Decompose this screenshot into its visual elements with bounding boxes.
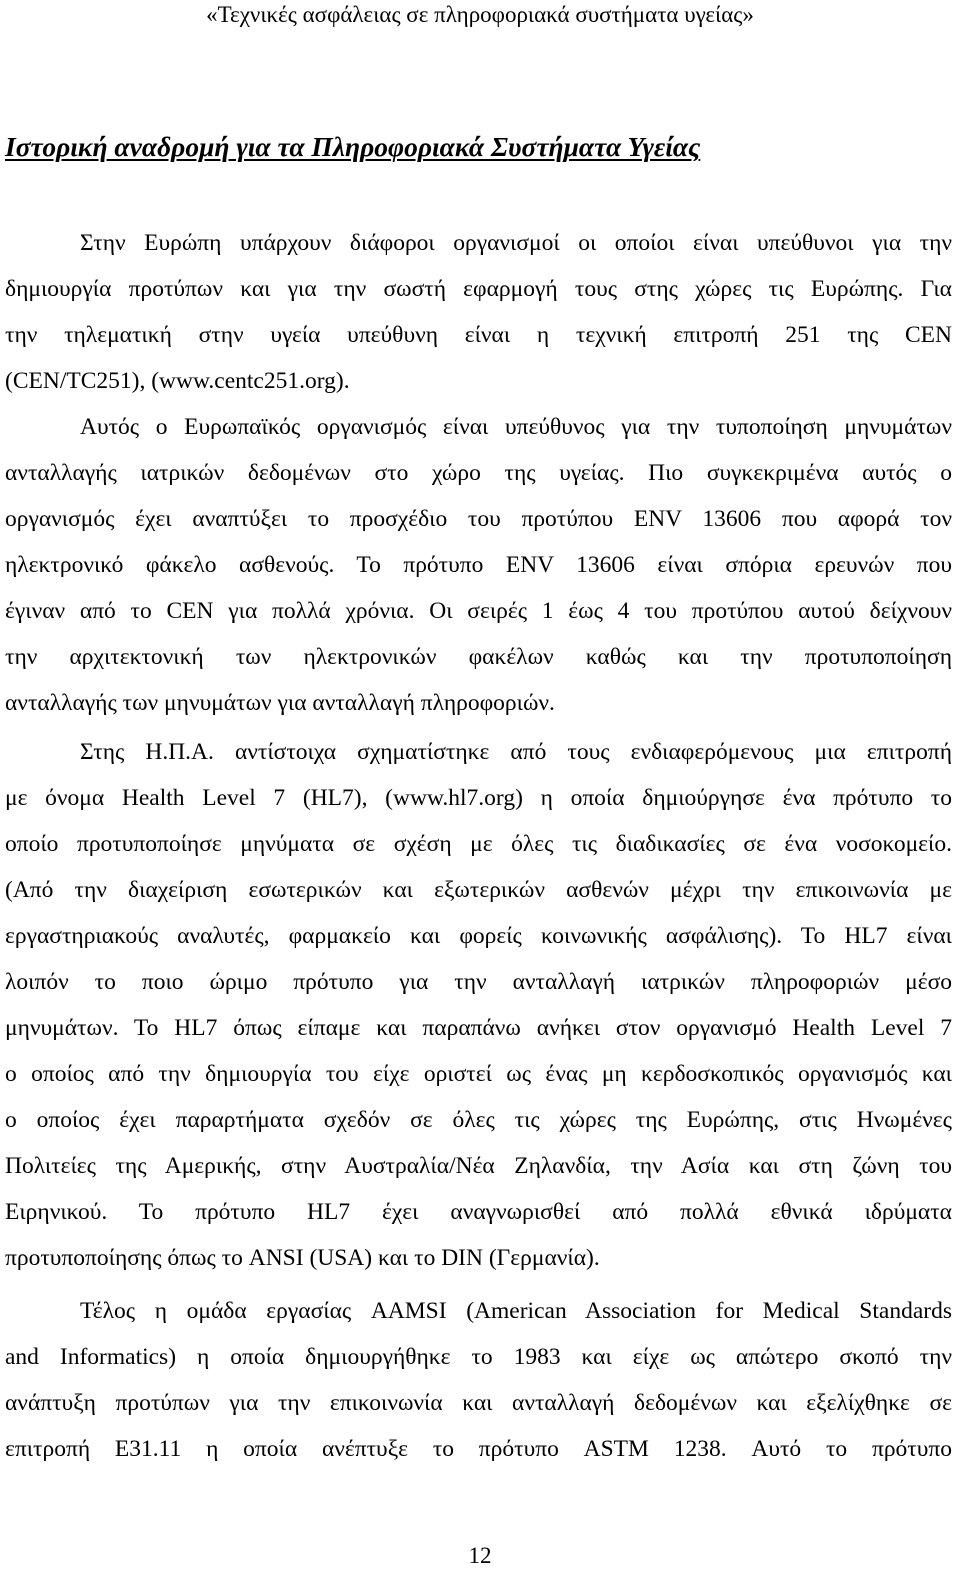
text-line: ανάπτυξη προτύπων για την επικοινωνία και ανταλλαγή δεδομένων και εξελίχθηκε σε [5, 1390, 952, 1416]
paragraph [5, 729, 952, 1281]
text-line: επιτροπή E31.11 η οποία ανέπτυξε το πρότυπο ASTM 1238. Αυτό το πρότυπο [5, 1436, 952, 1462]
text-line: λοιπόν το ποιο ώριμο πρότυπο για την ανταλλαγή ιατρικών πληροφοριών μέσο [5, 969, 952, 995]
text-line: την τηλεματική στην υγεία υπεύθυνη είναι η τεχνική επιτροπή 251 της CEN [5, 322, 952, 348]
text-line: Τέλος η ομάδα εργασίας AAMSI (American Association for Medical Standards [80, 1298, 952, 1324]
text-line: Στης Η.Π.Α. αντίστοιχα σχηματίστηκε από τους ενδιαφερόμενους μια επιτροπή [80, 739, 952, 765]
text-line: οργανισμός έχει αναπτύξει το προσχέδιο του προτύπου ENV 13606 που αφορά τον [5, 506, 952, 532]
text-line: ηλεκτρονικό φάκελο ασθενούς. Το πρότυπο ENV 13606 είναι σπόρια ερευνών που [5, 552, 952, 578]
text-line: προτυποποίησης όπως το ANSI (USA) και το DIN (Γερμανία). [5, 1245, 600, 1271]
text-line: ο οποίος έχει παραρτήματα σχεδόν σε όλες τις χώρες της Ευρώπης, στις Ηνωμένες [5, 1107, 952, 1133]
page-number: 12 [468, 1543, 492, 1568]
text-line: Πολιτείες της Αμερικής, στην Αυστραλία/Νέα Ζηλανδία, την Ασία και στη ζώνη του [5, 1153, 952, 1179]
text-line: Ειρηνικού. Το πρότυπο HL7 έχει αναγνωρισθεί από πολλά εθνικά ιδρύματα [5, 1199, 952, 1225]
document-body [5, 220, 952, 1472]
text-line: Αυτός ο Ευρωπαϊκός οργανισμός είναι υπεύθυνος για την τυποποίηση μηνυμάτων [80, 414, 952, 440]
text-line: ανταλλαγής ιατρικών δεδομένων στο χώρο της υγείας. Πιο συγκεκριμένα αυτός ο [5, 460, 952, 486]
text-line: με όνομα Health Level 7 (HL7), (www.hl7.org) η οποία δημιούργησε ένα πρότυπο το [5, 785, 952, 811]
running-header: «Τεχνικές ασφάλειας σε πληροφοριακά συστήματα υγείας» [206, 2, 754, 27]
text-line: οποίο προτυποποίησε μηνύματα σε σχέση με όλες τις διαδικασίες σε ένα νοσοκομείο. [5, 831, 952, 857]
text-line: ο οποίος από την δημιουργία του είχε οριστεί ως ένας μη κερδοσκοπικός οργανισμός και [5, 1061, 952, 1087]
paragraph [5, 1288, 952, 1472]
paragraph [5, 404, 952, 726]
text-line: την αρχιτεκτονική των ηλεκτρονικών φακέλων καθώς και την προτυποποίηση [5, 644, 952, 670]
text-line: and Informatics) η οποία δημιουργήθηκε το 1983 και είχε ως απώτερο σκοπό την [5, 1344, 952, 1370]
text-line: ανταλλαγής των μηνυμάτων για ανταλλαγή πληροφοριών. [5, 690, 555, 716]
paragraph [5, 220, 952, 404]
text-line: (Από την διαχείριση εσωτερικών και εξωτερικών ασθενών μέχρι την επικοινωνία με [5, 877, 952, 903]
text-line: (CEN/TC251), (www.centc251.org). [5, 368, 350, 394]
section-title: Ιστορική αναδρομή για τα Πληροφοριακά Συστήματα Υγείας [5, 131, 701, 162]
text-line: μηνυμάτων. Το HL7 όπως είπαμε και παραπάνω ανήκει στον οργανισμό Health Level 7 [5, 1015, 952, 1041]
text-line: έγιναν από το CEN για πολλά χρόνια. Οι σειρές 1 έως 4 του προτύπου αυτού δείχνουν [5, 598, 952, 624]
text-line: Στην Ευρώπη υπάρχουν διάφοροι οργανισμοί οι οποίοι είναι υπεύθυνοι για την [80, 230, 952, 256]
text-line: εργαστηριακούς αναλυτές, φαρμακείο και φορείς κοινωνικής ασφάλισης). Το HL7 είναι [5, 923, 952, 949]
text-line: δημιουργία προτύπων και για την σωστή εφαρμογή τους στης χώρες τις Ευρώπης. Για [5, 276, 952, 302]
